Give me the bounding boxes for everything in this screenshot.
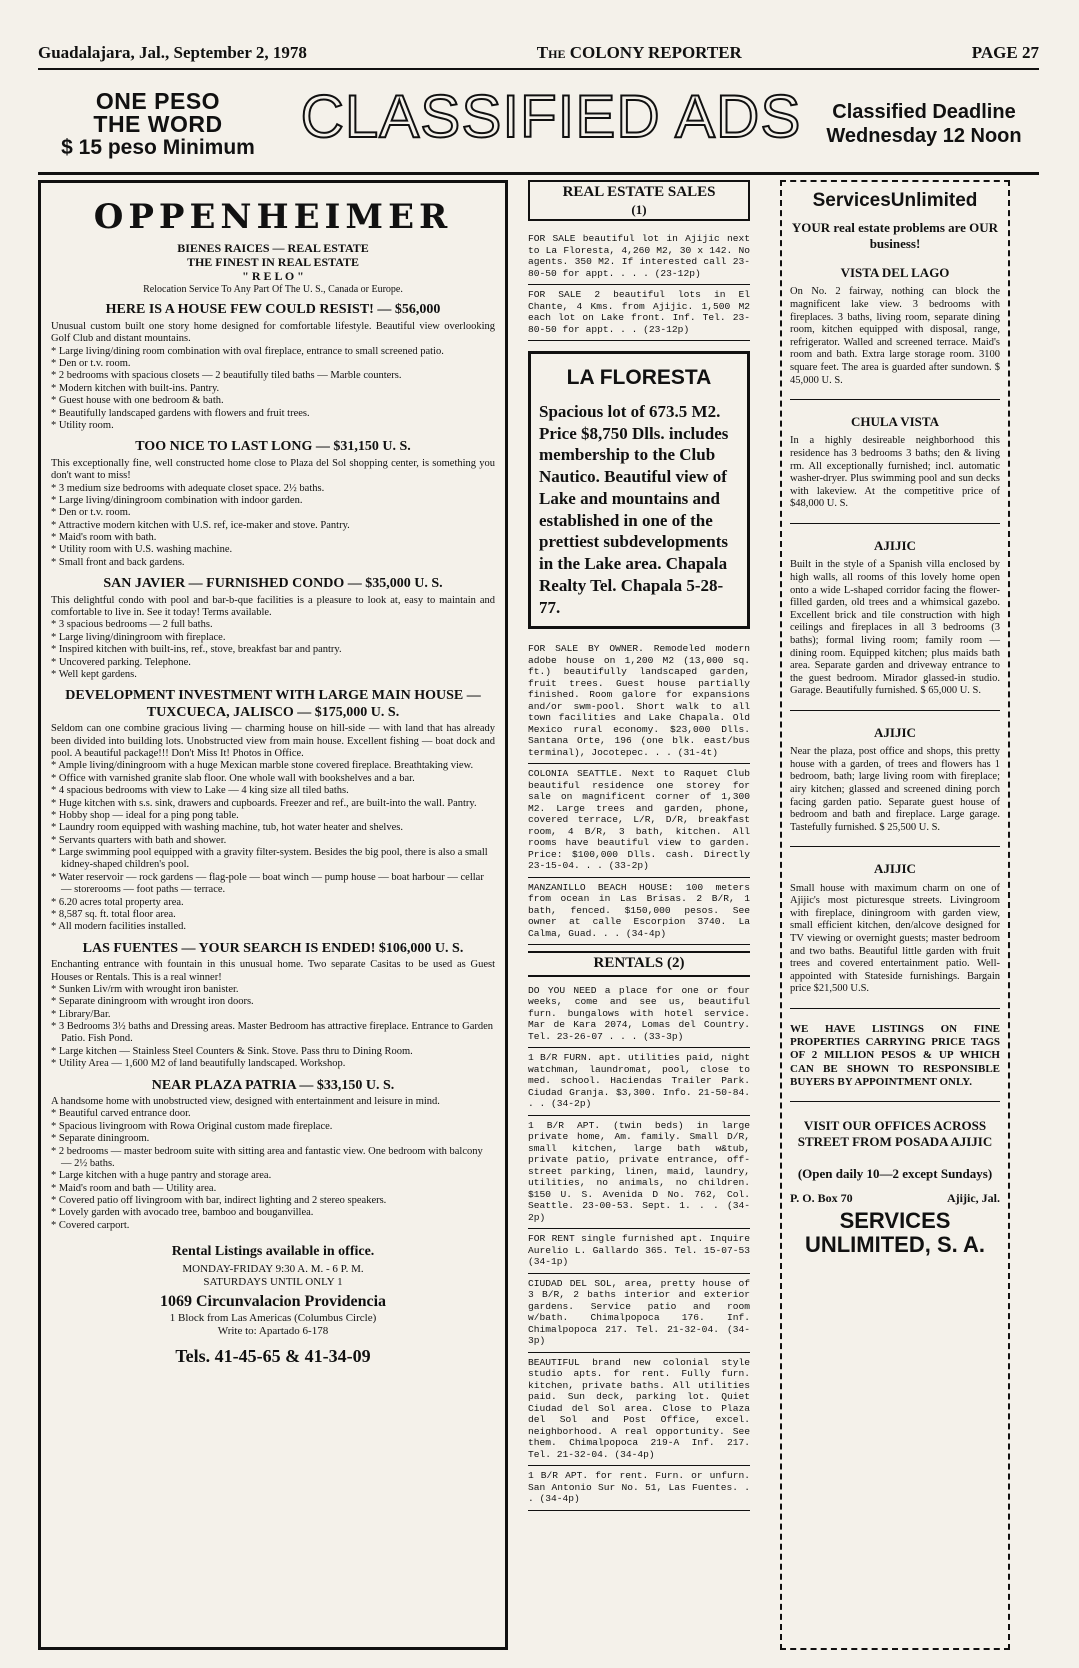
property-heading: VISTA DEL LAGO bbox=[840, 265, 950, 281]
section-header-number: (1) bbox=[631, 201, 647, 217]
listing-item: * Modern kitchen with built-ins. Pantry. bbox=[51, 383, 495, 395]
mailing-address: Write to: Apartado 6-178 bbox=[217, 1324, 329, 1337]
property-description: Small house with maximum charm on one of Ajijic's most picturesque streets. Livingroom with fireplace, diningroom with garden view, small efficient kitchen, den/alcove designed for TV viewing or overnight guests; master bedroom and two baths. Beautiful little garden with fruit trees and covered entertainment patio. Well-appointed with Stateside furnishings. Bargain price $21,500 U.S. bbox=[790, 882, 1000, 995]
services-box bbox=[780, 180, 1010, 1650]
listing-intro: Seldom can one combine gracious living — charming house on hill-side — with land that has already been divided into building lots. Unobstructed view from main house. Excellent fishing — boat dock and pool. A beautiful package!!! Don't Miss It! Photos in Office. bbox=[51, 723, 495, 760]
classified-ad: 1 B/R APT. for rent. Furn. or unfurn. San Antonio Sur No. 51, Las Fuentes. . . (34-4p) bbox=[528, 1466, 750, 1511]
listing-intro: This delightful condo with pool and bar-b-que facilities is a pleasure to look at, easy to maintain and comfortable to live in. See it today! Terms available. bbox=[51, 594, 495, 619]
running-head bbox=[38, 38, 1039, 70]
property-description: Near the plaza, post office and shops, this pretty house with a garden, of trees and flowers has 1 bedroom, bath; large living room with fireplace; airy kitchen; glassed and screened dining porch facing garden patio. Separate guest house of bedroom and bath and fireplace. Large garage. Tastefully furnished. $ 25,500 U. S. bbox=[790, 746, 1000, 833]
listing-intro: Unusual custom built one story home designed for comfortable lifestyle. Beautiful view overlooking Golf Club and distant mountains. bbox=[51, 320, 495, 345]
listing-item: * 3 spacious bedrooms — 2 full baths. bbox=[51, 619, 495, 631]
listing-item: * Large living/dining room combination with oval fireplace, entrance to small screened patio. bbox=[51, 346, 495, 358]
rate-line2: THE WORD bbox=[93, 111, 223, 138]
listing bbox=[51, 302, 495, 432]
listing-item: * Lovely garden with avocado tree, bamboo and bouganvillea. bbox=[51, 1207, 495, 1219]
phone-numbers: Tels. 41-45-65 & 41-34-09 bbox=[175, 1345, 371, 1366]
listing bbox=[51, 439, 495, 569]
divider bbox=[790, 1101, 1000, 1102]
listing-item: * Large living/diningroom combination with indoor garden. bbox=[51, 495, 495, 507]
listing-heading: HERE IS A HOUSE FEW COULD RESIST! — $56,000 bbox=[105, 302, 441, 318]
listing-item: * Servants quarters with bath and shower. bbox=[51, 835, 495, 847]
listing bbox=[51, 1078, 495, 1233]
rate-box bbox=[38, 90, 278, 158]
oppenheimer-listings bbox=[51, 302, 495, 1232]
office-hours-saturday: SATURDAYS UNTIL ONLY 1 bbox=[203, 1275, 343, 1288]
visit-offices: VISIT OUR OFFICES ACROSS STREET FROM POSADA AJIJIC bbox=[797, 1117, 993, 1150]
listing-heading: LAS FUENTES — YOUR SEARCH IS ENDED! $106,000 U. S. bbox=[82, 940, 464, 956]
classified-ad: FOR RENT single furnished apt. Inquire Aurelio L. Gallardo 365. Tel. 15-07-53 (34-1p) bbox=[528, 1229, 750, 1274]
listing-item: * Covered carport. bbox=[51, 1220, 495, 1232]
listing-heading: TOO NICE TO LAST LONG — $31,150 U. S. bbox=[135, 439, 411, 455]
divider bbox=[790, 399, 1000, 400]
property-description: On No. 2 fairway, nothing can block the magnificent lake view. 3 bedrooms with fireplaces. 3 baths, living room, separate dining room, kitchen equipped with disposal, range, refrigerator. Walled and screened terrace. Maid's room and bath. Extra large storage room. 3100 square feet. The area is guarded after sundown. $ 45,000 U. S. bbox=[790, 286, 1000, 386]
listing-item: * 8,587 sq. ft. total floor area. bbox=[51, 909, 495, 921]
listing-heading: DEVELOPMENT INVESTMENT WITH LARGE MAIN HOUSE — TUXCUECA, JALISCO — $175,000 U. S. bbox=[65, 688, 481, 720]
listing-item: * Separate diningroom with wrought iron doors. bbox=[51, 996, 495, 1008]
listing-item: * Large living/diningroom with fireplace. bbox=[51, 632, 495, 644]
listing-item: * Huge kitchen with s.s. sink, drawers and cupboards. Freezer and ref., are built-into the wall. Pantry. bbox=[51, 798, 495, 810]
listing-item: * Utility Area — 1,600 M2 of land beautifully landscaped. Workshop. bbox=[51, 1058, 495, 1070]
listing-item: * Attractive modern kitchen with U.S. ref, ice-maker and stove. Pantry. bbox=[51, 520, 495, 532]
divider bbox=[790, 523, 1000, 524]
listing-item: * Library/Bar. bbox=[51, 1009, 495, 1021]
property-heading: AJIJIC bbox=[874, 724, 916, 740]
listing-intro: This exceptionally fine, well constructed home close to Plaza del Sol shopping center, is something you don't want to miss! bbox=[51, 457, 495, 482]
classified-ad: CIUDAD DEL SOL, area, pretty house of 3 B/R, 2 baths interior and exterior gardens. Service patio and room w/bath. Chimalpopoca 176. Inf. Chimalpopoca 217. Tel. 21-32-04. (34-3p) bbox=[528, 1274, 750, 1353]
office-address: 1069 Circunvalacion Providencia bbox=[159, 1292, 387, 1310]
po-box-line bbox=[790, 1191, 1000, 1205]
paper-name: The COLONY REPORTER bbox=[536, 43, 742, 62]
divider bbox=[790, 710, 1000, 711]
rate-line3: $ 15 peso Minimum bbox=[61, 135, 255, 159]
company-name-line2: UNLIMITED, S. A. bbox=[804, 1232, 986, 1258]
listing-item: * 2 bedrooms with spacious closets — 2 beautifully tiled baths — Marble counters. bbox=[51, 370, 495, 382]
listing-item: * Water reservoir — rock gardens — flag-pole — boat winch — pump house — boat harbour — cellar — storerooms — foot paths — terrace. bbox=[51, 872, 495, 897]
classified-ad: COLONIA SEATTLE. Next to Raquet Club beautiful residence one storey for sale on magnificent corner of 1,300 M2. Large trees and garden, phone, covered terrace, L/R, D/R, breakfast room, 4 B/R, 3 bath, kitchen. All rooms have beautiful view to garden. Price: $100,000 Dlls. cash. Directly 23-15-04. . . (33-2p) bbox=[528, 764, 750, 878]
listing-item: * 2 bedrooms — master bedroom suite with sitting area and fantastic view. One bedroom with balcony — 2½ baths. bbox=[51, 1146, 495, 1171]
listing-item: * Laundry room equipped with washing machine, tub, hot water heater and shelves. bbox=[51, 822, 495, 834]
listing-intro: A handsome home with unobstructed view, designed with entertainment and leisure in mind. bbox=[51, 1096, 440, 1108]
listing-item: * Den or t.v. room. bbox=[51, 507, 495, 519]
la-floresta-title: LA FLORESTA bbox=[566, 366, 712, 390]
oppenheimer-name: OPPENHEIMER bbox=[93, 197, 453, 237]
classified-ad: FOR SALE beautiful lot in Ajijic next to La Floresta, 4,260 M2, 30 x 142. No agents. 350 M2. If interested call 23-80-50 for appt. . . . (23-12p) bbox=[528, 229, 750, 285]
real-estate-sales-header bbox=[528, 180, 750, 221]
listing-item: * 3 Bedrooms 3½ baths and Dressing areas. Master Bedroom has attractive fireplace. Entrance to Garden Patio. Fish Pond. bbox=[51, 1021, 495, 1046]
la-floresta-body: Spacious lot of 673.5 M2. Price $8,750 Dlls. includes membership to the Club Nautico. Beautiful view of Lake and mountains and established in one of the prettiest subdevelopments in the Lake area. Chapala Realty Tel. Chapala 5-28-77. bbox=[539, 401, 729, 617]
listing-item: * Large kitchen — Stainless Steel Counters & Sink. Stove. Pass thru to Dining Room. bbox=[51, 1046, 495, 1058]
listing-item: * 4 spacious bedrooms with view to Lake — 4 king size all tiled baths. bbox=[51, 785, 495, 797]
listing-item: * Den or t.v. room. bbox=[51, 358, 495, 370]
listing-item: * Beautifully landscaped gardens with flowers and fruit trees. bbox=[51, 408, 495, 420]
listing-item: * Maid's room with bath. bbox=[51, 532, 495, 544]
office-address-landmark: 1 Block from Las Americas (Columbus Circle) bbox=[169, 1311, 377, 1324]
listing-item: * Small front and back gardens. bbox=[51, 557, 495, 569]
listing-item: * Inspired kitchen with built-ins, ref., stove, breakfast bar and pantry. bbox=[51, 644, 495, 656]
office-hours-weekday: MONDAY-FRIDAY 9:30 A. M. - 6 P. M. bbox=[182, 1262, 364, 1275]
listing-item: * Hobby shop — ideal for a ping pong table. bbox=[51, 810, 495, 822]
dateline: Guadalajara, Jal., September 2, 1978 bbox=[38, 43, 307, 62]
listing-item: * Sunken Liv/rm with wrought iron banister. bbox=[51, 984, 495, 996]
po-box: P. O. Box 70 bbox=[790, 1190, 853, 1205]
property-heading: AJIJIC bbox=[874, 861, 916, 877]
property-heading: AJIJIC bbox=[874, 538, 916, 554]
property-heading: CHULA VISTA bbox=[850, 414, 940, 430]
town: Ajijic, Jal. bbox=[947, 1190, 1000, 1205]
masthead bbox=[38, 80, 1039, 175]
listing-heading: SAN JAVIER — FURNISHED CONDO — $35,000 U. S. bbox=[103, 576, 443, 592]
services-unlimited-ad bbox=[780, 180, 1010, 1650]
page-number: PAGE 27 bbox=[971, 43, 1039, 62]
property-description: In a highly desireable neighborhood this residence has 3 bedrooms 3 baths; den & living rm. All exceptionally furnished; incl. automatic washer-dryer. Plus swimming pool and sun decks with lakeview. At the competitive price of $48,000 U. S. bbox=[790, 435, 1000, 510]
listing-heading: NEAR PLAZA PATRIA — $33,150 U. S. bbox=[151, 1077, 395, 1093]
listing bbox=[51, 576, 495, 681]
listing-item: * Maid's room and bath — Utility area. bbox=[51, 1183, 495, 1195]
oppenheimer-sub3: " R E L O " bbox=[242, 269, 304, 284]
company-name-line1: SERVICES bbox=[839, 1207, 951, 1233]
rate-line1: ONE PESO bbox=[95, 88, 221, 114]
listing-item: * Large kitchen with a huge pantry and storage area. bbox=[51, 1170, 495, 1182]
listing-item: * 6.20 acres total property area. bbox=[51, 897, 495, 909]
oppenheimer-sub1: BIENES RAICES — REAL ESTATE bbox=[177, 241, 369, 256]
listing-item: * Guest house with one bedroom & bath. bbox=[51, 395, 495, 407]
listing-item: * Spacious livingroom with Rowa Original custom made fireplace. bbox=[51, 1121, 495, 1133]
listing-item: * Utility room with U.S. washing machine. bbox=[51, 544, 495, 556]
oppenheimer-ad bbox=[38, 180, 508, 1650]
classified-ad: 1 B/R APT. (twin beds) in large private home, Am. family. Small D/R, small kitchen, large bath w&tub, private patio, private entrance, off-street parking, linen, maid, laundry, utilities, no animals, no children. $150 U. S. Avenida D No. 762, Col. Seattle. 23-00-53. Sept. 1. . . (34-2p) bbox=[528, 1116, 750, 1230]
rental-listings-note: Rental Listings available in office. bbox=[171, 1244, 375, 1260]
listing bbox=[51, 941, 495, 1071]
listing-item: * Well kept gardens. bbox=[51, 669, 495, 681]
services-title: ServicesUnlimited bbox=[812, 190, 978, 211]
listing-item: * All modern facilities installed. bbox=[51, 921, 495, 933]
listing-item: * Separate diningroom. bbox=[51, 1133, 495, 1145]
listings-note: WE HAVE LISTINGS ON FINE PROPERTIES CARRYING PRICE TAGS OF 2 MILLION PESOS & UP WHICH CAN BE SHOWN TO RESPONSIBLE BUYERS BY APPOINTMENT ONLY. bbox=[790, 1023, 1000, 1088]
classified-ad: DO YOU NEED a place for one or four weeks, come and see us, beautiful furn. bungalows with hotel service. Mar de Kara 2074, Lomas del Country. Tel. 23-26-07 . . . (33-3p) bbox=[528, 981, 750, 1049]
property-description: Built in the style of a Spanish villa enclosed by high walls, all rooms of this lovely home open onto a wide L-shaped corridor facing the flower-filled garden, old trees and a whimsical gazebo. Excellent brick and tile construction with high ceilings and fireplaces in all 3 bedrooms (3 baths); formal living room; family room — dining room. Equipped kitchen; plus maids bath area. Separate garden and driveway entrance to the guest bedroom. Mirador glassed-in studio. Garage. Beautifully furnished. $ 65,000 U. S. bbox=[790, 559, 1000, 697]
oppenheimer-sub4: Relocation Service To Any Part Of The U. S., Canada or Europe. bbox=[143, 283, 403, 295]
divider bbox=[790, 1008, 1000, 1009]
listing-item: * Office with varnished granite slab floor. One whole wall with bookshelves and a bar. bbox=[51, 773, 495, 785]
listing-item: * Uncovered parking. Telephone. bbox=[51, 657, 495, 669]
section-title: CLASSIFIED ADS bbox=[300, 83, 802, 150]
listing-item: * Covered patio off livingroom with bar, indirect lighting and 2 stereo speakers. bbox=[51, 1195, 495, 1207]
classified-ad: 1 B/R FURN. apt. utilities paid, night watchman, laundromat, pool, close to med. school. Haciendas Trailer Park. Ciudad Granja. $3,300. Info. 21-50-84. . . (34-2p) bbox=[528, 1048, 750, 1116]
listing-intro: Enchanting entrance with fountain in this unusual home. Two separate Casitas to be used as Guest Houses or Rentals. This is a real winner! bbox=[51, 959, 495, 983]
listing-item: * Ample living/diningroom with a huge Mexican marble stone covered fireplace. Breathtaking view. bbox=[51, 760, 495, 772]
oppenheimer-sub2: THE FINEST IN REAL ESTATE bbox=[186, 255, 360, 270]
classified-ad: FOR SALE BY OWNER. Remodeled modern adobe house on 1,200 M2 (13,000 sq. ft.) beautifully landscaped garden, fruit trees. Guest house partially finished. Room galore for expansions and/or swm-pool. Short walk to all town facilities and Lake Chapala. Old Mexico rural economy. $23,000 Dlls. Santana Orte, 196 (one blk. east/bus terminal), Jocotepec. . . (31-4t) bbox=[528, 639, 750, 764]
deadline-box bbox=[809, 100, 1039, 148]
classified-ad: MANZANILLO BEACH HOUSE: 100 meters from ocean in Las Brisas. 2 B/R, 1 bath, fenced. $150,000 pesos. See owner at calle Escorpion 3740. La Calma, Guad. . . (34-4p) bbox=[528, 878, 750, 946]
rentals-header: RENTALS (2) bbox=[528, 951, 750, 977]
deadline-line1: Classified Deadline bbox=[832, 101, 1016, 123]
office-hours: (Open daily 10—2 except Sundays) bbox=[797, 1166, 993, 1182]
classified-ad: BEAUTIFUL brand new colonial style studio apts. for rent. Fully furn. kitchen, private baths. All utilities paid. Sun deck, parking lot. Quiet Ciudad del Sol area. Close to Plaza del Sol and Post Office, excel. neighborhood. A real opportunity. See them. Chimalpopoca 219-A Inf. 217. Tel. 21-32-04. (34-4p) bbox=[528, 1353, 750, 1467]
listing-item: * Beautiful carved entrance door. bbox=[51, 1108, 495, 1120]
divider bbox=[790, 846, 1000, 847]
section-header-label: REAL ESTATE SALES bbox=[562, 184, 716, 200]
deadline-line2: Wednesday 12 Noon bbox=[826, 125, 1022, 147]
listing bbox=[51, 688, 495, 933]
middle-column bbox=[528, 180, 750, 1511]
la-floresta-ad bbox=[528, 351, 750, 629]
services-tagline: YOUR real estate problems are OUR business! bbox=[791, 220, 999, 251]
listing-item: * Utility room. bbox=[51, 420, 495, 432]
listing-item: * Large swimming pool equipped with a gravity filter-system. Besides the big pool, there is also a small kidney-shaped children's pool. bbox=[51, 847, 495, 872]
listing-item: * 3 medium size bedrooms with adequate closet space. 2½ baths. bbox=[51, 483, 495, 495]
classified-ad: FOR SALE 2 beautiful lots in El Chante, 4 Kms. from Ajijic. 1,500 M2 each lot on Lake front. Inf. Tel. 23-80-50 for appt. . . (23-12p) bbox=[528, 285, 750, 341]
